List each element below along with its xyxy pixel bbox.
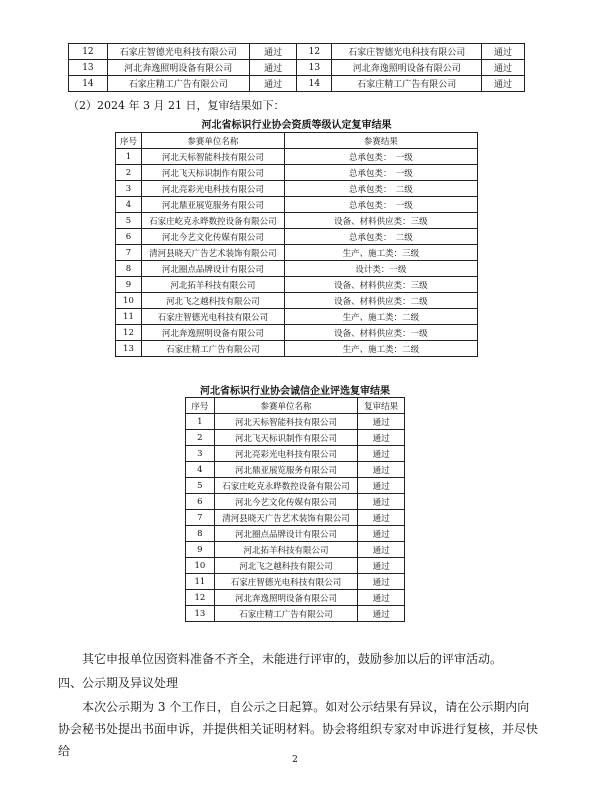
table-cell: 河北奔逸照明设备有限公司 bbox=[107, 60, 249, 76]
table-cell: 河北圈点品牌设计有限公司 bbox=[214, 526, 358, 542]
note-paragraph: 其它申报单位因资料准备不齐全，未能进行评审的，鼓励参加以后的评审活动。 bbox=[82, 652, 503, 666]
table-cell: 通过 bbox=[249, 76, 297, 92]
table-cell: 12 bbox=[69, 44, 108, 60]
table-cell: 设备、材料供应类：三级 bbox=[284, 277, 477, 293]
table-cell: 7 bbox=[116, 245, 142, 261]
table-cell: 通过 bbox=[249, 60, 297, 76]
table-cell: 河北圈点品牌设计有限公司 bbox=[141, 261, 284, 277]
table-cell: 12 bbox=[297, 44, 332, 60]
table-cell: 通过 bbox=[358, 574, 405, 590]
table-row bbox=[186, 430, 405, 446]
table-cell: 石家庄智德光电科技有限公司 bbox=[332, 44, 482, 60]
table-row bbox=[116, 149, 478, 165]
table-cell: 通过 bbox=[358, 558, 405, 574]
header-unit: 参赛单位名称 bbox=[214, 398, 358, 414]
table-row bbox=[116, 213, 478, 229]
table-cell: 3 bbox=[186, 446, 215, 462]
table-row bbox=[186, 590, 405, 606]
header-result: 参赛结果 bbox=[284, 133, 477, 149]
section-heading: 四、公示期及异议处理 bbox=[58, 676, 179, 690]
table-cell: 石家庄精工广告有限公司 bbox=[214, 606, 358, 622]
header-unit: 参赛单位名称 bbox=[141, 133, 284, 149]
table-cell: 11 bbox=[186, 574, 215, 590]
qualification-results-table bbox=[115, 132, 478, 357]
table-row bbox=[186, 478, 405, 494]
table-cell: 7 bbox=[186, 510, 215, 526]
table-cell: 设备、材料供应类：一级 bbox=[284, 325, 477, 341]
table-cell: 9 bbox=[186, 542, 215, 558]
table-cell: 石家庄屹克永晔数控设备有限公司 bbox=[141, 213, 284, 229]
table-cell: 河北鼎亚展览服务有限公司 bbox=[214, 462, 358, 478]
table-cell: 1 bbox=[116, 149, 142, 165]
table-row bbox=[116, 261, 478, 277]
table-cell: 8 bbox=[186, 526, 215, 542]
table-cell: 设备、材料供应类：三级 bbox=[284, 213, 477, 229]
table-row bbox=[116, 197, 478, 213]
table-row bbox=[116, 245, 478, 261]
table-cell: 通过 bbox=[358, 542, 405, 558]
table-cell: 10 bbox=[116, 293, 142, 309]
table-cell: 2 bbox=[116, 165, 142, 181]
table-cell: 河北飞天标识制作有限公司 bbox=[214, 430, 358, 446]
table-cell: 总承包类： 一级 bbox=[284, 149, 477, 165]
table-cell: 石家庄精工广告有限公司 bbox=[107, 76, 249, 92]
table-row bbox=[186, 462, 405, 478]
table-row bbox=[116, 229, 478, 245]
table-cell: 通过 bbox=[358, 606, 405, 622]
table-cell: 河北拓羊科技有限公司 bbox=[141, 277, 284, 293]
header-index: 序号 bbox=[116, 133, 142, 149]
table-cell: 13 bbox=[69, 60, 108, 76]
table-row bbox=[116, 165, 478, 181]
table-cell: 通过 bbox=[249, 44, 297, 60]
table-cell: 5 bbox=[116, 213, 142, 229]
table-cell: 设备、材料供应类：二级 bbox=[284, 293, 477, 309]
table-cell: 石家庄精工广告有限公司 bbox=[332, 76, 482, 92]
table-cell: 河北天标智能科技有限公司 bbox=[214, 414, 358, 430]
section-body: 本次公示期为 3 个工作日，自公示之日起算。如对公示结果有异议，请在公示期内向协会秘书处提出书面申诉，并提供相关证明材料。协会将组织专家对申诉进行复核，并尽快给 bbox=[58, 700, 539, 758]
table-row bbox=[186, 526, 405, 542]
table-cell: 12 bbox=[116, 325, 142, 341]
table-cell: 10 bbox=[186, 558, 215, 574]
table-cell: 通过 bbox=[482, 60, 525, 76]
table-cell: 12 bbox=[186, 590, 215, 606]
review-date-line: （2）2024 年 3 月 21 日，复审结果如下： bbox=[68, 99, 285, 112]
table-cell: 通过 bbox=[482, 44, 525, 60]
table-row bbox=[116, 293, 478, 309]
table-cell: 通过 bbox=[358, 446, 405, 462]
table-cell: 13 bbox=[116, 341, 142, 357]
table-cell: 通过 bbox=[358, 478, 405, 494]
table-cell: 2 bbox=[186, 430, 215, 446]
table-cell: 河北鼎亚展览服务有限公司 bbox=[141, 197, 284, 213]
table-cell: 通过 bbox=[358, 462, 405, 478]
table-cell: 5 bbox=[186, 478, 215, 494]
table-cell: 石家庄精工广告有限公司 bbox=[141, 341, 284, 357]
table-cell: 通过 bbox=[358, 414, 405, 430]
table-cell: 总承包类： 二级 bbox=[284, 181, 477, 197]
table-row bbox=[186, 558, 405, 574]
table-cell: 3 bbox=[116, 181, 142, 197]
table-cell: 6 bbox=[186, 494, 215, 510]
table-cell: 1 bbox=[186, 414, 215, 430]
table-cell: 总承包类： 一级 bbox=[284, 197, 477, 213]
table-cell: 河北飞天标识制作有限公司 bbox=[141, 165, 284, 181]
table-row bbox=[116, 341, 478, 357]
table-cell: 石家庄智德光电科技有限公司 bbox=[214, 574, 358, 590]
table-cell: 河北今艺文化传媒有限公司 bbox=[141, 229, 284, 245]
credit-results-table bbox=[185, 397, 405, 622]
table-row bbox=[186, 510, 405, 526]
table-cell: 生产、施工类：二级 bbox=[284, 309, 477, 325]
table-cell: 河北飞之越科技有限公司 bbox=[141, 293, 284, 309]
table-cell: 11 bbox=[116, 309, 142, 325]
table-cell: 总承包类： 一级 bbox=[284, 165, 477, 181]
qualification-table-title: 河北省标识行业协会资质等级认定复审结果 bbox=[201, 120, 392, 131]
page-number: 2 bbox=[292, 755, 298, 765]
previous-results-table bbox=[68, 43, 525, 92]
table-cell: 14 bbox=[297, 76, 332, 92]
table-cell: 通过 bbox=[358, 526, 405, 542]
table-row bbox=[116, 181, 478, 197]
table-cell: 石家庄智德光电科技有限公司 bbox=[107, 44, 249, 60]
table-cell: 生产、施工类：二级 bbox=[284, 341, 477, 357]
table-cell: 14 bbox=[69, 76, 108, 92]
table-cell: 9 bbox=[116, 277, 142, 293]
table-cell: 通过 bbox=[482, 76, 525, 92]
table-row bbox=[116, 309, 478, 325]
table-cell: 清河县晓天广告艺术装饰有限公司 bbox=[141, 245, 284, 261]
table-header-row bbox=[186, 398, 405, 414]
table-cell: 通过 bbox=[358, 494, 405, 510]
table-row bbox=[186, 606, 405, 622]
table-cell: 通过 bbox=[358, 430, 405, 446]
table-row bbox=[69, 76, 525, 92]
table-cell: 13 bbox=[297, 60, 332, 76]
table-cell: 河北飞之越科技有限公司 bbox=[214, 558, 358, 574]
table-row bbox=[69, 44, 525, 60]
table-header-row bbox=[116, 133, 478, 149]
table-cell: 生产、施工类：三级 bbox=[284, 245, 477, 261]
table-cell: 通过 bbox=[358, 590, 405, 606]
table-row bbox=[116, 325, 478, 341]
table-cell: 河北亮彩光电科技有限公司 bbox=[214, 446, 358, 462]
table-cell: 河北拓羊科技有限公司 bbox=[214, 542, 358, 558]
credit-table-title: 河北省标识行业协会诚信企业评选复审结果 bbox=[200, 386, 390, 397]
table-row bbox=[186, 414, 405, 430]
table-cell: 6 bbox=[116, 229, 142, 245]
table-cell: 河北亮彩光电科技有限公司 bbox=[141, 181, 284, 197]
table-cell: 通过 bbox=[358, 510, 405, 526]
table-cell: 设计类：一级 bbox=[284, 261, 477, 277]
table-cell: 石家庄屹克永晔数控设备有限公司 bbox=[214, 478, 358, 494]
table-cell: 清河县晓天广告艺术装饰有限公司 bbox=[214, 510, 358, 526]
table-cell: 4 bbox=[186, 462, 215, 478]
table-cell: 河北天标智能科技有限公司 bbox=[141, 149, 284, 165]
table-row bbox=[186, 574, 405, 590]
table-cell: 8 bbox=[116, 261, 142, 277]
table-cell: 石家庄智德光电科技有限公司 bbox=[141, 309, 284, 325]
table-row bbox=[116, 277, 478, 293]
table-cell: 13 bbox=[186, 606, 215, 622]
table-cell: 4 bbox=[116, 197, 142, 213]
table-cell: 河北奔逸照明设备有限公司 bbox=[332, 60, 482, 76]
table-row bbox=[186, 494, 405, 510]
header-index: 序号 bbox=[186, 398, 215, 414]
table-cell: 河北今艺文化传媒有限公司 bbox=[214, 494, 358, 510]
table-row bbox=[186, 542, 405, 558]
table-cell: 河北奔逸照明设备有限公司 bbox=[141, 325, 284, 341]
header-result: 复审结果 bbox=[358, 398, 405, 414]
table-row bbox=[186, 446, 405, 462]
table-cell: 总承包类： 二级 bbox=[284, 229, 477, 245]
table-row bbox=[69, 60, 525, 76]
table-cell: 河北奔逸照明设备有限公司 bbox=[214, 590, 358, 606]
